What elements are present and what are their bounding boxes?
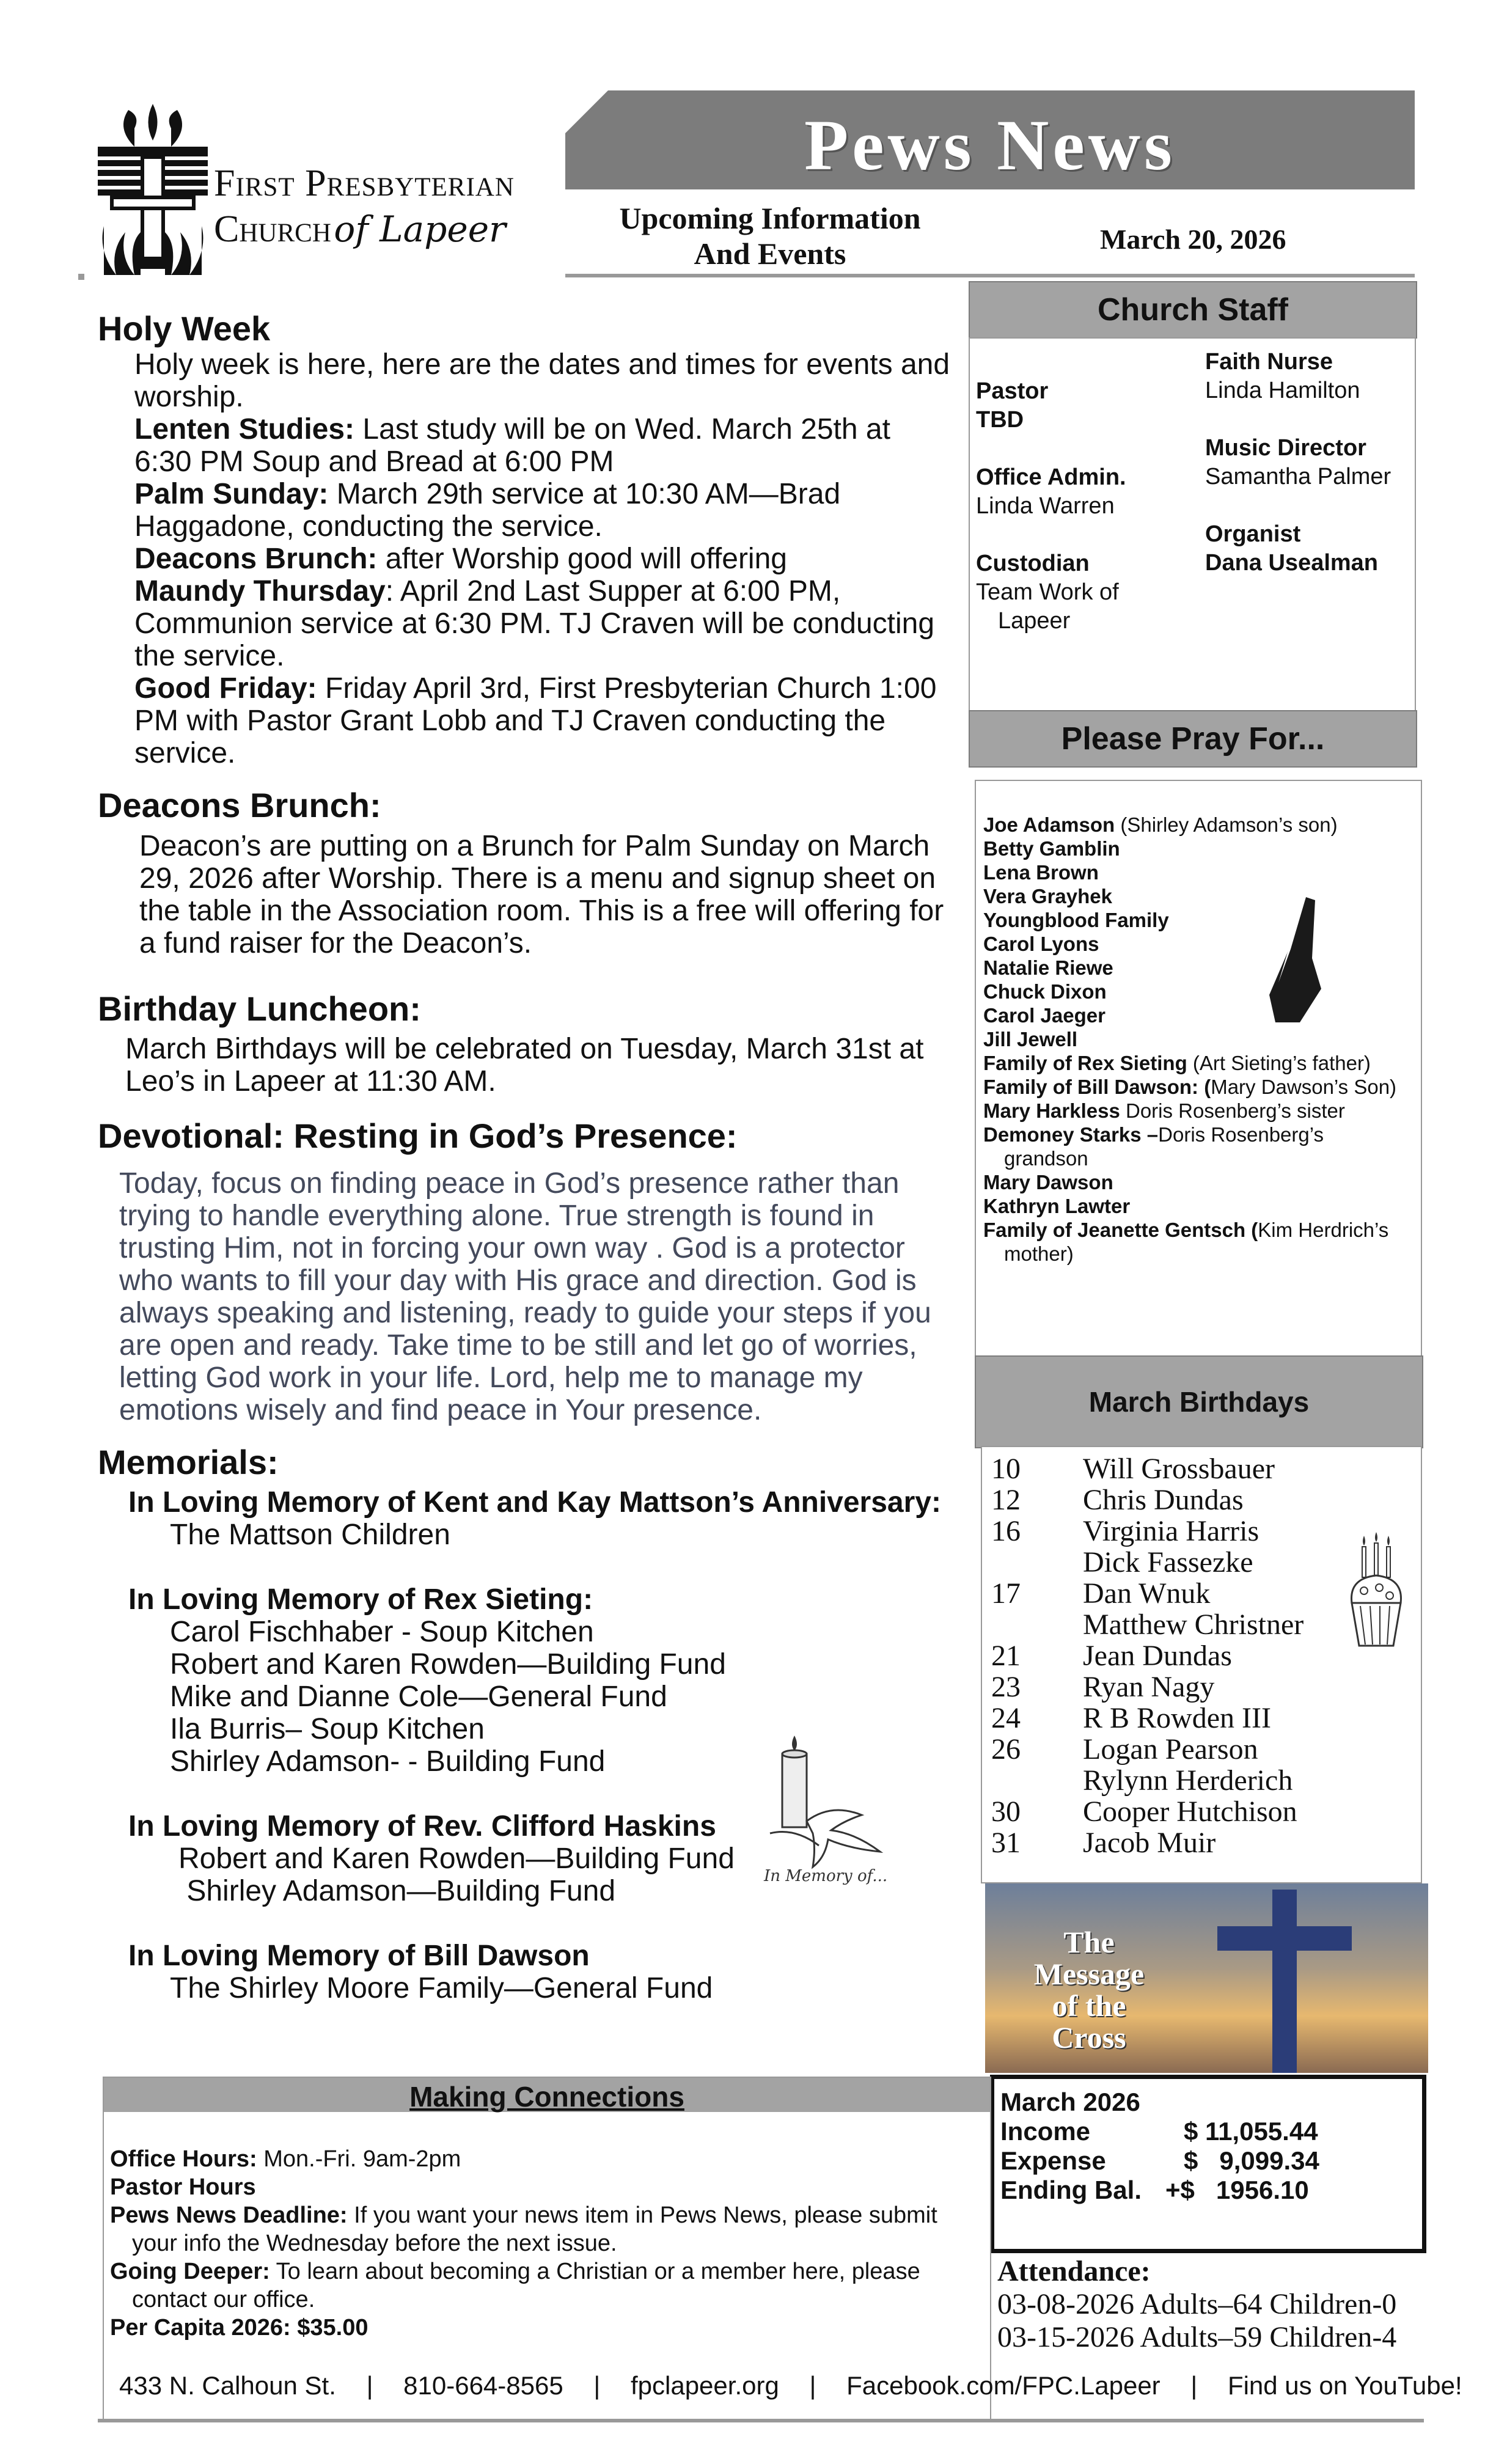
pray-item: Vera Grayhek: [983, 885, 1112, 908]
header-bullet: [78, 274, 84, 280]
pray-item: Family of Jeanette Gentsch (Kim Herdrich’s mother): [983, 1219, 1389, 1265]
cross-image-text: [1003, 1926, 1175, 2053]
holy-week-section: [134, 348, 953, 769]
memorial-title: In Loving Memory of Bill Dawson: [128, 1940, 590, 1972]
holy-week-heading: Holy Week: [98, 309, 271, 348]
cross-text-line: of the: [1052, 1989, 1126, 2023]
church-logo: [92, 104, 556, 287]
deacons-text: Deacon’s are putting on a Brunch for Palm Sunday on March 29, 2026 after Worship. There is a menu and signup sheet on the table in the Association room. This is a free will offering for a fund raiser for the Deacon’s.: [139, 830, 944, 959]
memorials-heading: Memorials:: [98, 1443, 279, 1481]
memorial-donor: The Mattson Children: [170, 1519, 450, 1551]
pray-item: Mary Dawson: [983, 1171, 1113, 1194]
birthday-luncheon-heading: Birthday Luncheon:: [98, 989, 421, 1028]
memorial-donor: Shirley Adamson—Building Fund: [178, 1875, 616, 1907]
masthead-banner: [565, 90, 1415, 189]
header-rule: [565, 274, 1415, 277]
footer-sep: |: [1190, 2371, 1198, 2400]
staff-left: [976, 377, 1196, 636]
item-label: Maundy Thursday: [134, 575, 386, 607]
birthday-row: 17 Dan Wnuk: [991, 1577, 1211, 1610]
subtitle-line-2: And Events: [694, 237, 846, 271]
staff-name: Linda Warren: [976, 493, 1115, 519]
memorial-title: In Loving Memory of Kent and Kay Mattson’s Anniversary:: [128, 1486, 941, 1519]
candle-caption: In Memory of...: [764, 1867, 888, 1885]
memorial-donor: Robert and Karen Rowden—Building Fund: [178, 1843, 735, 1875]
praying-hands-icon: [1263, 891, 1330, 1025]
connections-header: Making Connections: [104, 2078, 990, 2112]
footer-sep: |: [809, 2371, 816, 2400]
finance-content: [1000, 2088, 1404, 2205]
staff-name: Lapeer: [998, 608, 1071, 634]
finance-row: Income $ 11,055.44: [1000, 2117, 1318, 2146]
memorial-donor: Carol Fischhaber - Soup Kitchen: [170, 1616, 594, 1648]
birthday-row: 21 Jean Dundas: [991, 1640, 1232, 1672]
staff-right: [1205, 348, 1413, 578]
memorial-donor: Ila Burris– Soup Kitchen: [170, 1713, 485, 1745]
holy-week-intro: Holy week is here, here are the dates and times for events and worship.: [134, 348, 950, 413]
footer-facebook[interactable]: Facebook.com/FPC.Lapeer: [846, 2371, 1160, 2400]
office-hours: Office Hours: Mon.-Fri. 9am-2pm: [110, 2146, 461, 2172]
candle-illustration: [758, 1729, 898, 1894]
cross-shape-bar: [1217, 1926, 1352, 1951]
pray-item: Youngblood Family: [983, 909, 1169, 931]
memorial-donor: Shirley Adamson- - Building Fund: [170, 1745, 606, 1778]
item-text: Last study will be on Wed. March 25th at 6:30 PM Soup and Bread at 6:00 PM: [134, 413, 890, 478]
cross-flame-icon: [92, 104, 214, 287]
item-text: March 29th service at 10:30 AM—Brad Haggadone, conducting the service.: [134, 478, 841, 543]
birthday-row: 26 Logan Pearson: [991, 1733, 1258, 1766]
cross-shape: [1272, 1890, 1297, 2073]
birthday-luncheon-text: March Birthdays will be celebrated on Tuesday, March 31st at Leo’s in Lapeer at 11:30 AM.: [125, 1033, 924, 1098]
footer-youtube[interactable]: Find us on YouTube!: [1227, 2371, 1462, 2400]
footer-address: 433 N. Calhoun St.: [119, 2371, 336, 2400]
staff-role: Organist: [1205, 521, 1301, 547]
footer-sep: |: [366, 2371, 373, 2400]
cross-text-line: The: [1063, 1925, 1115, 1959]
cupcake-icon: [1346, 1530, 1407, 1652]
attendance-row: 03-15-2026 Adults–59 Children-4: [997, 2321, 1397, 2353]
staff-name: Team Work of: [976, 579, 1119, 605]
logo-church-name: First Presbyterian: [214, 163, 515, 204]
finance-row: Ending Bal. +$ 1956.10: [1000, 2176, 1309, 2204]
cross-text-line: Message: [1033, 1957, 1145, 1991]
holy-week-item: [134, 478, 953, 543]
pray-item: Betty Gamblin: [983, 837, 1120, 860]
masthead-subtitle: [574, 200, 966, 271]
birthday-row: 12 Chris Dundas: [991, 1484, 1244, 1516]
item-text: Friday April 3rd, First Presbyterian Church 1:00 PM with Pastor Grant Lobb and TJ Craven conducting the service.: [134, 672, 937, 769]
item-label: Deacons Brunch:: [134, 543, 378, 575]
pray-item: Lena Brown: [983, 861, 1099, 884]
item-label: Good Friday:: [134, 672, 317, 705]
staff-name: Linda Hamilton: [1205, 378, 1360, 403]
pray-list: [983, 813, 1411, 1266]
message-of-the-cross-image: [985, 1883, 1428, 2073]
attendance: [997, 2255, 1425, 2354]
attendance-row: 03-08-2026 Adults–64 Children-0: [997, 2288, 1397, 2320]
staff-name: TBD: [976, 407, 1024, 433]
staff-role: Faith Nurse: [1205, 349, 1333, 375]
footer-sep: |: [593, 2371, 601, 2400]
subtitle-line-1: Upcoming Information: [619, 201, 921, 235]
attendance-heading: Attendance:: [997, 2255, 1151, 2287]
memorial-donor: Mike and Dianne Cole—General Fund: [170, 1681, 667, 1713]
deacons-heading: Deacons Brunch:: [98, 786, 381, 824]
per-capita: Per Capita 2026: $35.00: [110, 2315, 369, 2341]
finance-box: [990, 2075, 1426, 2253]
devotional-text: Today, focus on finding peace in God’s presence rather than trying to handle everything alone. True strength is found in trusting Him, not in forcing your own way . God is a protector who wants to fill your day with His grace and direction. God is always speaking and listening, ready to guide your steps if you are open and ready. Take time to be still and let go of worries, letting God work in your life. Lord, help me to manage my emotions wisely and find peace in Your presence.: [119, 1167, 931, 1426]
connections-content: [110, 2145, 984, 2342]
footer-phone[interactable]: 810-664-8565: [403, 2371, 563, 2400]
logo-script: of Lapeer: [334, 208, 506, 250]
birthdays-header: March Birthdays: [975, 1355, 1423, 1448]
pray-item: Jill Jewell: [983, 1028, 1078, 1050]
staff-role: Custodian: [976, 551, 1090, 576]
holy-week-item: [134, 413, 953, 478]
item-text: after Worship good will offering: [377, 543, 787, 575]
pray-item: Chuck Dixon: [983, 980, 1107, 1003]
pray-item: Demoney Starks –Doris Rosenberg’s grandson: [983, 1123, 1324, 1170]
pray-item: Mary Harkless Doris Rosenberg’s sister: [983, 1099, 1345, 1122]
pray-item: Natalie Riewe: [983, 956, 1113, 979]
pray-item: Carol Lyons: [983, 933, 1099, 955]
memorial-donor: Robert and Karen Rowden—Building Fund: [170, 1648, 726, 1681]
holy-week-item: [134, 672, 953, 769]
birthday-row: 23 Ryan Nagy: [991, 1671, 1215, 1703]
birthday-row: 16 Virginia Harris: [991, 1515, 1260, 1547]
item-label: Palm Sunday:: [134, 478, 329, 510]
birthdays-box: [981, 1446, 1422, 1883]
issue-date: March 20, 2026: [1100, 224, 1286, 255]
staff-name: Dana Usealman: [1205, 550, 1379, 576]
pray-item: Family of Rex Sieting (Art Sieting’s father): [983, 1052, 1371, 1074]
cross-text-line: Cross: [1052, 2020, 1126, 2055]
logo-church-word: Church: [214, 208, 331, 250]
church-staff-box: [969, 337, 1416, 711]
finance-row: Expense $ 9,099.34: [1000, 2146, 1319, 2175]
going-deeper: Going Deeper: To learn about becoming a Christian or a member here, please contact our office.: [110, 2259, 920, 2312]
pray-item: Kathryn Lawter: [983, 1195, 1131, 1217]
pray-item: Joe Adamson (Shirley Adamson’s son): [983, 813, 1338, 836]
memorial-donor: The Shirley Moore Family—General Fund: [170, 1972, 713, 2004]
item-label: Lenten Studies:: [134, 413, 355, 446]
item-text: : April 2nd Last Supper at 6:00 PM, Communion service at 6:30 PM. TJ Craven will be conducting the service.: [134, 575, 935, 672]
footer-contact: [119, 2371, 1462, 2400]
birthday-row: 24 R B Rowden III: [991, 1702, 1271, 1734]
birthday-list: [991, 1453, 1333, 1858]
birthday-row: Matthew Christner: [1083, 1608, 1304, 1641]
birthday-row: Dick Fassezke: [1083, 1546, 1253, 1579]
finance-month: March 2026: [1000, 2088, 1140, 2116]
memorial-title: In Loving Memory of Rex Sieting:: [128, 1583, 593, 1616]
pray-item: Family of Bill Dawson: (Mary Dawson’s Son): [983, 1076, 1397, 1098]
pray-box: [975, 780, 1422, 1358]
staff-role: Music Director: [1205, 435, 1366, 461]
holy-week-item: [134, 575, 953, 672]
holy-week-item: [134, 543, 953, 575]
devotional-heading: Devotional: Resting in God’s Presence:: [98, 1116, 738, 1155]
pastor-hours: Pastor Hours: [110, 2174, 256, 2200]
pray-item: Carol Jaeger: [983, 1004, 1106, 1027]
staff-role: Office Admin.: [976, 464, 1126, 490]
masthead-title: Pews News: [804, 105, 1176, 185]
birthday-row: 31 Jacob Muir: [991, 1827, 1216, 1859]
staff-role: Pastor: [976, 378, 1049, 404]
candle-icon: [758, 1729, 898, 1870]
banner-notch: [565, 90, 608, 133]
news-deadline: Pews News Deadline: If you want your news item in Pews News, please submit your info the Wednesday before the next issue.: [110, 2202, 937, 2256]
connections-box: [103, 2077, 991, 2421]
birthday-row: Rylynn Herderich: [1083, 1764, 1293, 1797]
church-staff-header: Church Staff: [969, 281, 1417, 339]
pray-header: Please Pray For...: [969, 710, 1417, 768]
birthday-row: 10 Will Grossbauer: [991, 1453, 1275, 1485]
footer-website[interactable]: fpclapeer.org: [630, 2371, 779, 2400]
footer-rule: [98, 2419, 1424, 2422]
staff-name: Samantha Palmer: [1205, 464, 1392, 490]
memorial-title: In Loving Memory of Rev. Clifford Haskins: [128, 1810, 716, 1843]
birthday-row: 30 Cooper Hutchison: [991, 1795, 1297, 1828]
